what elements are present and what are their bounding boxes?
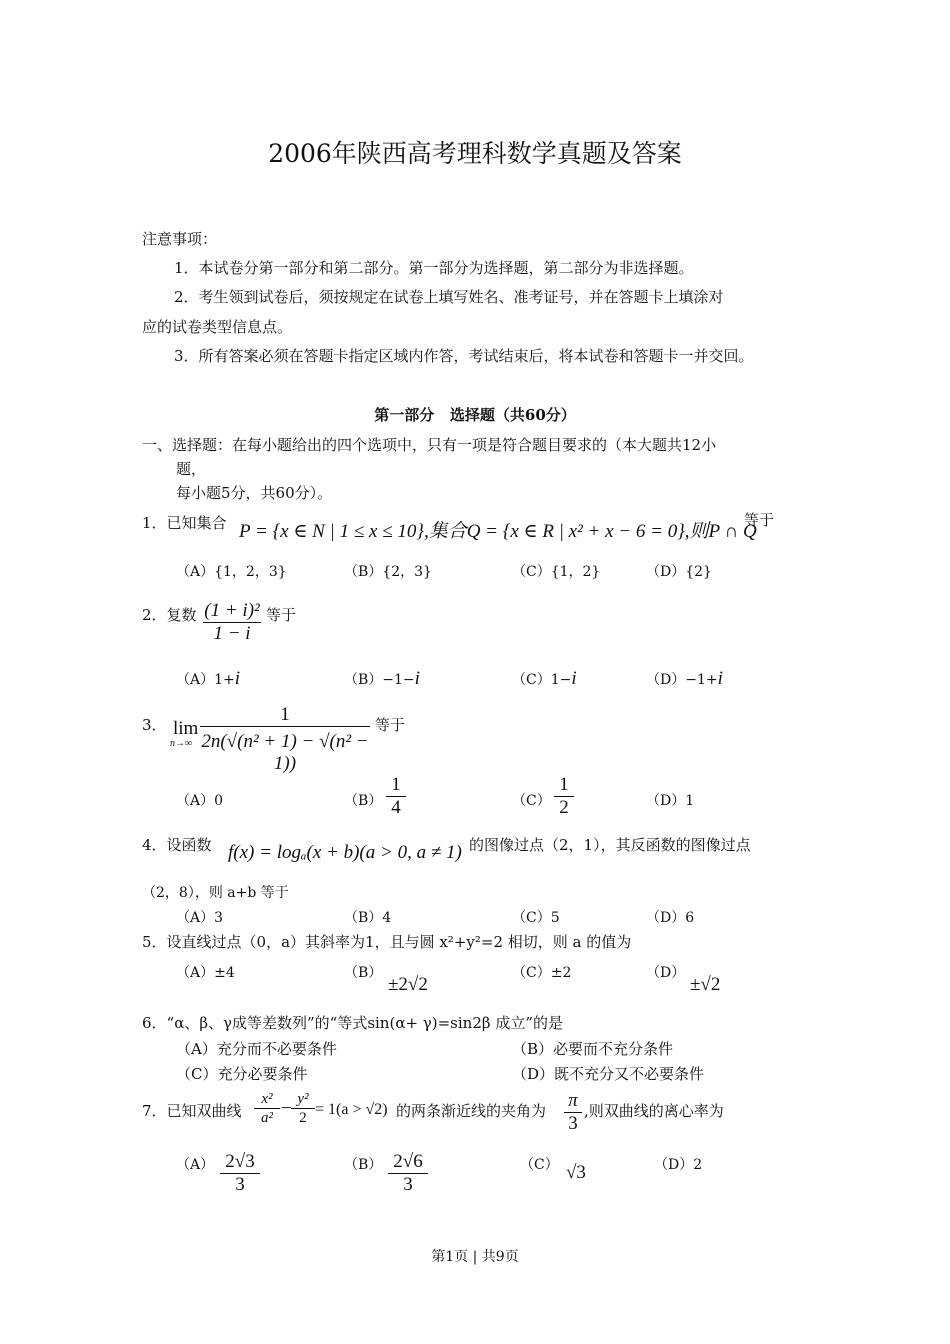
q7-frac2-num: y²	[297, 1091, 309, 1107]
q7-suffix: ,则双曲线的离心率为	[584, 1102, 724, 1120]
q2-denominator: 1 − i	[203, 622, 261, 645]
q1-math: P = {x ∈ N | 1 ≤ x ≤ 10},集合Q = {x ∈ R | x² + x − 6 = 0},则P ∩ Q	[239, 521, 757, 542]
q7-frac2-den: 2	[291, 1108, 315, 1127]
q7-option-a: （A）	[176, 1157, 215, 1173]
q7-option-a-fraction	[220, 1151, 260, 1196]
q7-option-b-fraction	[388, 1151, 428, 1196]
q3-denominator: 2n(√(n² + 1) − √(n² − 1))	[200, 726, 370, 775]
q7-option-a-den: 3	[220, 1173, 260, 1196]
q4-option-a: （A）3	[176, 910, 224, 926]
section-intro-line3: 每小题5分，共60分）。	[176, 484, 333, 502]
q7-fraction-x	[254, 1090, 280, 1127]
q7-prefix: 7．已知双曲线	[142, 1102, 242, 1120]
q3-option-c: （C）	[512, 793, 551, 809]
q1-option-a: （A）{1，2，3}	[176, 564, 287, 580]
q3-option-c-den: 2	[554, 796, 574, 819]
q3-option-d: （D）1	[646, 793, 695, 809]
page-title: 2006年陕西高考理科数学真题及答案	[268, 139, 682, 168]
q7-option-a-num: 2√3	[225, 1151, 255, 1172]
q3-lim-sub: n→∞	[170, 738, 193, 749]
q2-option-d-var: i	[717, 668, 723, 689]
q2-option-d-text: （D）−1+	[646, 672, 718, 688]
q2-option-c-text: （C）1−	[512, 672, 572, 688]
q6-option-a: （A）充分而不必要条件	[176, 1040, 337, 1058]
q3-lim: lim	[173, 718, 199, 739]
q2-option-b-var: i	[414, 668, 420, 689]
q6-option-c: （C）充分必要条件	[176, 1065, 308, 1083]
q3-option-a: （A）0	[176, 793, 224, 809]
q2-option-b-text: （B）−1−	[344, 672, 415, 688]
q2-fraction	[203, 600, 261, 645]
section-intro-line2: 题，	[176, 460, 207, 478]
q2-option-a-var: i	[234, 668, 241, 689]
q2-option-a-text: （A）1+	[176, 672, 235, 688]
part1-heading: 第一部分 选择题（共60分）	[374, 406, 576, 424]
q2-numerator: (1 + i)²	[204, 600, 260, 621]
q2-option-d	[646, 668, 723, 690]
q4-option-d: （D）6	[646, 910, 695, 926]
q4-suffix: 的图像过点（2，1），其反函数的图像过点	[469, 836, 751, 854]
q2-option-c	[512, 668, 577, 690]
q3-numerator: 1	[280, 704, 290, 725]
q5-option-b-math: ±2√2	[388, 974, 428, 995]
q2-option-b	[344, 668, 420, 690]
q5-option-c: （C）±2	[512, 965, 572, 981]
q4-line2: （2，8），则 a+b 等于	[142, 885, 289, 901]
q3-fraction	[200, 704, 370, 775]
q7-option-d: （D）2	[654, 1157, 703, 1173]
q2-suffix: 等于	[266, 606, 297, 624]
q3-prefix: 3．	[142, 716, 167, 734]
q4-prefix: 4．设函数	[142, 836, 212, 854]
q5-option-d-math: ±√2	[690, 974, 721, 995]
q7-angle-fraction	[564, 1090, 582, 1135]
q7-option-b-num: 2√6	[393, 1151, 423, 1172]
q7-frac1-num: x²	[261, 1091, 273, 1107]
q3-suffix: 等于	[375, 716, 406, 734]
q5-option-a: （A）±4	[176, 965, 235, 981]
q6-option-d: （D）既不充分又不必要条件	[512, 1065, 705, 1083]
q1-prefix: 1．已知集合	[142, 514, 227, 532]
q7-frac1-den: a²	[254, 1108, 280, 1127]
notice-item-2b: 应的试卷类型信息点。	[142, 318, 293, 336]
q3-option-b-den: 4	[386, 796, 406, 819]
q7-angle-den: 3	[564, 1112, 582, 1135]
q3-option-b-fraction	[386, 774, 406, 819]
notice-item-1: 1．本试卷分第一部分和第二部分。第一部分为选择题，第二部分为非选择题。	[174, 259, 694, 277]
q7-option-b-den: 3	[388, 1173, 428, 1196]
q3-option-b-num: 1	[391, 774, 401, 795]
q1-option-d: （D）{2}	[646, 564, 712, 580]
q1-option-b: （B）{2，3}	[344, 564, 432, 580]
q3-option-c-num: 1	[559, 774, 569, 795]
q6-option-b: （B）必要而不充分条件	[512, 1040, 674, 1058]
q2-option-c-var: i	[571, 668, 577, 689]
q4-math: f(x) = logₐ(x + b)(a > 0, a ≠ 1)	[228, 842, 462, 863]
q7-option-b: （B）	[344, 1157, 383, 1173]
q5-text: 5．设直线过点（0，a）其斜率为1，且与圆 x²+y²=2 相切，则 a 的值为	[142, 933, 632, 951]
notice-heading: 注意事项：	[142, 230, 218, 248]
q5-option-d: （D）	[646, 965, 686, 981]
q7-fraction-y	[291, 1090, 315, 1127]
q7-option-c-math: √3	[566, 1162, 586, 1183]
q5-option-b: （B）	[344, 965, 383, 981]
q7-minus: −	[281, 1098, 292, 1119]
notice-item-3: 3．所有答案必须在答题卡指定区域内作答，考试结束后，将本试卷和答题卡一并交回。	[174, 347, 754, 365]
q1-option-c: （C）{1，2}	[512, 564, 601, 580]
q3-option-c-fraction	[554, 774, 574, 819]
page-footer: 第1页 | 共9页	[431, 1249, 519, 1265]
q2-prefix: 2．复数	[142, 606, 197, 624]
q3-option-b: （B）	[344, 793, 383, 809]
q2-option-a	[176, 668, 240, 690]
q7-option-c: （C）	[520, 1157, 559, 1173]
q7-angle-num: π	[568, 1090, 578, 1111]
q7-mid-text: 的两条渐近线的夹角为	[396, 1102, 547, 1120]
q4-option-c: （C）5	[512, 910, 560, 926]
q4-option-b: （B）4	[344, 910, 392, 926]
q6-text: 6．“α、β、γ成等差数列”的“等式sin(α+ γ)=sin2β 成立”的是	[142, 1014, 563, 1032]
section-intro-line1: 一、选择题：在每小题给出的四个选项中，只有一项是符合题目要求的（本大题共12小	[142, 436, 717, 454]
notice-item-2a: 2．考生领到试卷后，须按规定在试卷上填写姓名、准考证号，并在答题卡上填涂对	[174, 288, 724, 306]
q7-math-mid: = 1(a > √2)	[315, 1101, 388, 1118]
q1-suffix: 等于	[744, 511, 775, 529]
